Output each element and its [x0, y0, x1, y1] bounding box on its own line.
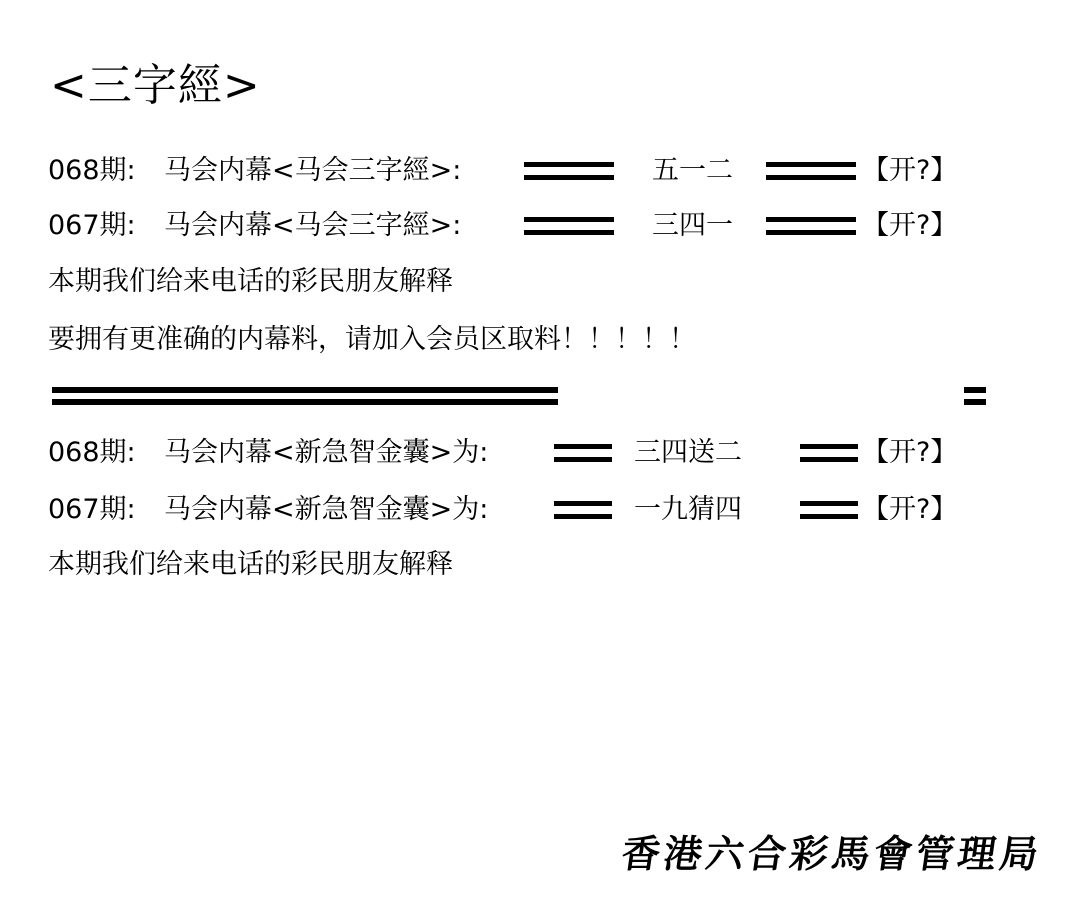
bar-marker	[554, 498, 612, 522]
period-label: 068期:	[48, 437, 136, 468]
period-label: 067期:	[48, 494, 136, 525]
prediction-value: 三四送二	[634, 437, 742, 468]
row-description: 马会内幕<新急智金囊>为:	[164, 437, 489, 468]
explanation-note: 本期我们给来电话的彩民朋友解释	[48, 266, 453, 297]
divider-bar	[52, 385, 558, 409]
prediction-row	[48, 435, 988, 471]
prediction-value: 三四一	[652, 210, 733, 241]
period-label: 068期:	[48, 155, 136, 186]
member-notice: 要拥有更准确的内幕料，请加入会员区取料！！！！！	[48, 324, 696, 355]
bar-marker	[524, 214, 614, 238]
bar-marker	[800, 498, 858, 522]
prediction-row	[48, 208, 988, 244]
prediction-row	[48, 153, 988, 189]
status-label: 【开?】	[862, 494, 958, 525]
bar-marker	[554, 441, 612, 465]
status-label: 【开?】	[862, 437, 958, 468]
explanation-note: 本期我们给来电话的彩民朋友解释	[48, 549, 453, 580]
prediction-row	[48, 492, 988, 528]
bar-marker	[766, 214, 856, 238]
bar-marker	[524, 159, 614, 183]
row-description: 马会内幕<马会三字經>:	[164, 210, 462, 241]
bar-marker	[766, 159, 856, 183]
footer-signature: 香港六合彩馬會管理局	[618, 831, 1046, 876]
row-description: 马会内幕<马会三字經>:	[164, 155, 462, 186]
period-label: 067期:	[48, 210, 136, 241]
prediction-value: 五一二	[652, 155, 733, 186]
divider-bar-end	[964, 385, 986, 409]
bar-marker	[800, 441, 858, 465]
page-title: <三字經>	[50, 60, 261, 111]
status-label: 【开?】	[862, 210, 958, 241]
prediction-value: 一九猜四	[634, 494, 742, 525]
status-label: 【开?】	[862, 155, 958, 186]
row-description: 马会内幕<新急智金囊>为:	[164, 494, 489, 525]
